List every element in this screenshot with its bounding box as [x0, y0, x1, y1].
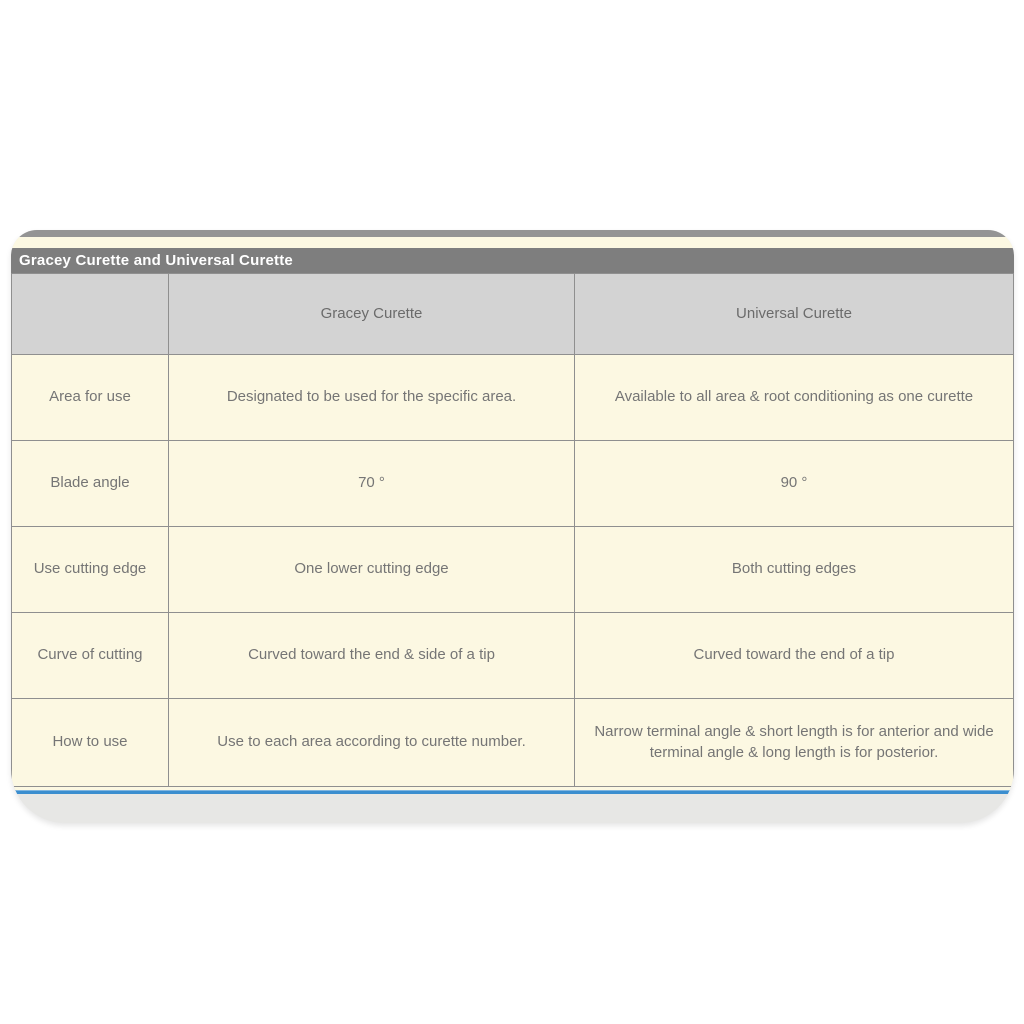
card-title-bar — [11, 248, 1014, 273]
comparison-table — [11, 273, 1014, 787]
row-label-cell: Blade angle — [12, 441, 169, 527]
card-top-gap — [11, 237, 1014, 248]
row-label-cell: Area for use — [12, 355, 169, 441]
row-label-cell: How to use — [12, 699, 169, 787]
table-row — [12, 355, 1014, 441]
gracey-cell: Designated to be used for the specific area. — [169, 355, 575, 441]
universal-cell: Both cutting edges — [575, 527, 1014, 613]
card-top-band — [11, 230, 1014, 237]
universal-cell: Curved toward the end of a tip — [575, 613, 1014, 699]
table-row — [12, 613, 1014, 699]
card-footer-strip — [11, 794, 1014, 822]
row-label-cell: Use cutting edge — [12, 527, 169, 613]
header-universal-cell: Universal Curette — [575, 274, 1014, 355]
table-row — [12, 527, 1014, 613]
header-empty-cell — [12, 274, 169, 355]
comparison-card — [11, 230, 1014, 823]
universal-cell: 90 ° — [575, 441, 1014, 527]
gracey-cell: Use to each area according to curette number. — [169, 699, 575, 787]
universal-cell: Narrow terminal angle & short length is for anterior and wide terminal angle & long length is for posterior. — [575, 699, 1014, 787]
gracey-cell: 70 ° — [169, 441, 575, 527]
header-gracey-cell: Gracey Curette — [169, 274, 575, 355]
table-row — [12, 699, 1014, 787]
universal-cell: Available to all area & root conditioning as one curette — [575, 355, 1014, 441]
table-header-row — [12, 274, 1014, 355]
card-title: Gracey Curette and Universal Curette — [19, 252, 293, 269]
gracey-cell: One lower cutting edge — [169, 527, 575, 613]
table-row — [12, 441, 1014, 527]
row-label-cell: Curve of cutting — [12, 613, 169, 699]
gracey-cell: Curved toward the end & side of a tip — [169, 613, 575, 699]
